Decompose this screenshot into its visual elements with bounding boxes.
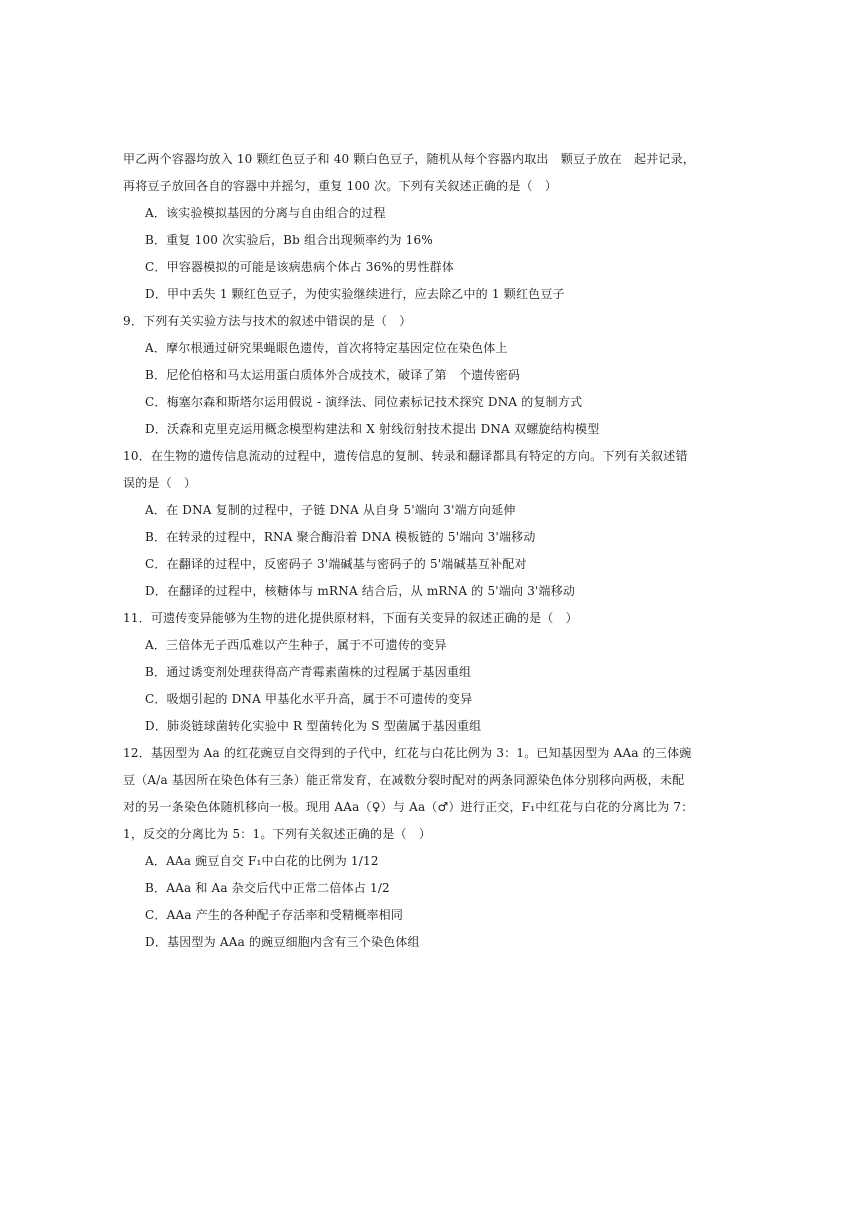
q9-stem: 9．下列有关实验方法与技术的叙述中错误的是（ ） [123,314,412,328]
q10-stem-line-1: 10．在生物的遗传信息流动的过程中，遗传信息的复制、转录和翻译都具有特定的方向。下列有关叙述错 [123,449,688,463]
q9-option-d: D．沃森和克里克运用概念模型构建法和 X 射线衍射技术提出 DNA 双螺旋结构模型 [145,422,600,436]
intro-option-d: D．甲中丢失 1 颗红色豆子，为使实验继续进行，应去除乙中的 1 颗红色豆子 [145,287,565,301]
q11-option-b: B．通过诱变剂处理获得高产青霉素菌株的过程属于基因重组 [145,665,472,679]
intro-option-b: B．重复 100 次实验后，Bb 组合出现频率约为 16% [145,233,433,247]
q9-option-b: B．尼伦伯格和马太运用蛋白质体外合成技术，破译了第 个遗传密码 [145,368,521,382]
intro-stem-line-1: 甲乙两个容器均放入 10 颗红色豆子和 40 颗白色豆子，随机从每个容器内取出 颗豆子放在 起并记录， [123,152,696,166]
q10-stem-line-2: 误的是（ ） [123,476,197,490]
intro-option-c: C．甲容器模拟的可能是该病患病个体占 36%的男性群体 [145,260,455,274]
q10-option-d: D．在翻译的过程中，核糖体与 mRNA 结合后，从 mRNA 的 5'端向 3'端移动 [145,584,576,598]
q10-option-b: B．在转录的过程中，RNA 聚合酶沿着 DNA 模板链的 5'端向 3'端移动 [145,530,536,544]
intro-stem-line-2: 再将豆子放回各自的容器中并摇匀，重复 100 次。下列有关叙述正确的是（ ） [123,179,558,193]
q11-option-d: D．肺炎链球菌转化实验中 R 型菌转化为 S 型菌属于基因重组 [145,719,482,733]
q12-option-b: B．AAa 和 Aa 杂交后代中正常二倍体占 1/2 [145,881,390,895]
q12-stem-line-3: 对的另一条染色体随机移向一极。现用 AAa（♀）与 Aa（♂）进行正交，F₁中红花与白花的分离比为 7： [123,800,694,814]
q11-option-c: C．吸烟引起的 DNA 甲基化水平升高，属于不可遗传的变异 [145,692,473,706]
q12-option-c: C．AAa 产生的各种配子存活率和受精概率相同 [145,908,404,922]
q12-stem-line-4: 1，反交的分离比为 5：1。下列有关叙述正确的是（ ） [123,827,432,841]
q12-stem-line-1: 12．基因型为 Aa 的红花豌豆自交得到的子代中，红花与白花比例为 3：1。已知基因型为 AAa 的三体豌 [123,746,692,760]
intro-option-a: A．该实验模拟基因的分离与自由组合的过程 [145,206,386,220]
q10-option-c: C．在翻译的过程中，反密码子 3'端碱基与密码子的 5'端碱基互补配对 [145,557,527,571]
q9-option-a: A．摩尔根通过研究果蝇眼色遗传，首次将特定基因定位在染色体上 [145,341,508,355]
q12-stem-line-2: 豆（A/a 基因所在染色体有三条）能正常发育，在减数分裂时配对的两条同源染色体分别移向两极，未配 [123,773,685,787]
q9-option-c: C．梅塞尔森和斯塔尔运用假说 - 演绎法、同位素标记技术探究 DNA 的复制方式 [145,395,583,409]
q10-option-a: A．在 DNA 复制的过程中，子链 DNA 从自身 5'端向 3'端方向延伸 [145,503,516,517]
q12-option-a: A．AAa 豌豆自交 F₁中白花的比例为 1/12 [145,854,379,868]
q11-option-a: A．三倍体无子西瓜难以产生种子，属于不可遗传的变异 [145,638,447,652]
q12-option-d: D．基因型为 AAa 的豌豆细胞内含有三个染色体组 [145,935,420,949]
q11-stem: 11．可遗传变异能够为生物的进化提供原材料，下面有关变异的叙述正确的是（ ） [123,611,578,625]
